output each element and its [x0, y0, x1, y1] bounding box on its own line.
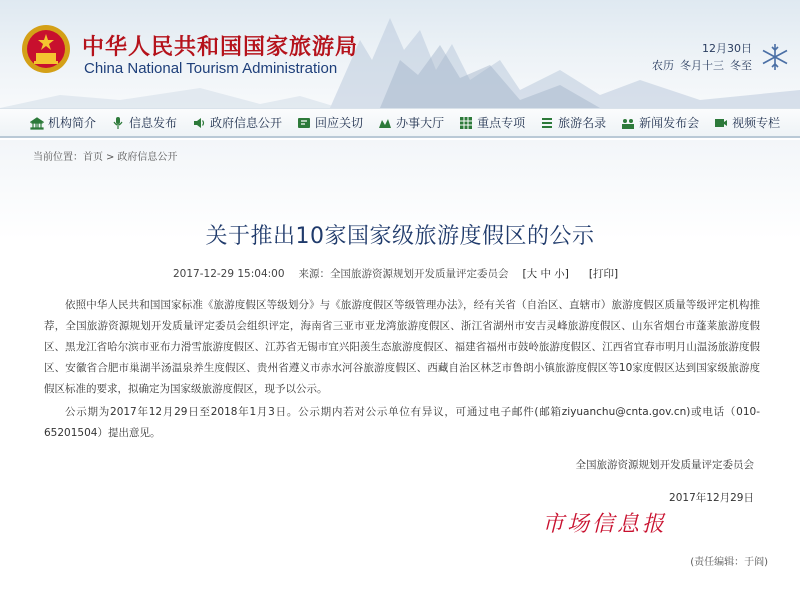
breadcrumb-separator: > — [106, 152, 115, 163]
nav-label: 旅游名录 — [558, 116, 607, 130]
nav-item-response[interactable] — [297, 114, 363, 131]
nav-item-press[interactable] — [621, 114, 699, 131]
nav-label: 机构简介 — [48, 116, 97, 130]
nav-label: 视频专栏 — [732, 116, 781, 130]
article-title: 关于推出10家国家级旅游度假区的公示 — [205, 224, 595, 249]
video-icon — [714, 116, 728, 130]
breadcrumb-current-link[interactable]: 政府信息公开 — [117, 152, 178, 163]
nav-item-service-hall[interactable] — [378, 114, 444, 131]
solar-term: 冬至 — [730, 59, 752, 72]
print-button[interactable]: [打印] — [588, 268, 619, 280]
site-header — [0, 0, 800, 108]
hall-icon — [378, 116, 392, 130]
breadcrumb — [33, 148, 177, 163]
nav-item-gov-info[interactable] — [192, 114, 282, 131]
nav-label: 新闻发布会 — [639, 116, 700, 130]
article-meta — [173, 266, 618, 281]
list-icon — [540, 116, 554, 130]
signature: 全国旅游资源规划开发质量评定委员会 — [575, 459, 754, 471]
article-paragraph-1: 依照中华人民共和国国家标准《旅游度假区等级划分》与《旅游度假区等级管理办法》，经有关省（自治区、直辖市）旅游度假区质量等级评定机构推荐，全国旅游资源规划开发质量评定委员会组织评定，海南省三亚市亚龙湾旅游度假区、浙江省湖州市安吉灵峰旅游度假区、山东省烟台市蓬莱旅游度假区、黑龙江省哈尔滨市亚布力滑雪旅游度假区、江苏省无锡市宜兴阳羡生态旅游度假区、福建省福州市鼓岭旅游度假区、江西省宜春市明月山温汤旅游度假区、安徽省合肥市巢湖半汤温泉养生度假区、贵州省遵义市赤水河谷旅游度假区、西藏自治区林芝市鲁朗小镇旅游度假区等10家度假区达到国家级旅游度假区标准的要求，拟确定为国家级旅游度假区，现予以公示。 — [44, 299, 760, 395]
nav-label: 办事大厅 — [396, 116, 445, 130]
site-title-en: China National Tourism Administration — [84, 60, 338, 77]
nav-item-key-projects[interactable] — [459, 114, 525, 131]
reply-icon — [297, 116, 311, 130]
nav-label: 政府信息公开 — [210, 116, 283, 130]
snowflake-icon — [760, 42, 790, 72]
national-emblem-icon — [20, 22, 72, 76]
nav-label: 信息发布 — [129, 116, 178, 130]
date-text: 12月30日 — [702, 42, 752, 55]
nav-item-directory[interactable] — [540, 114, 606, 131]
press-icon — [621, 116, 635, 130]
lunar-label: 农历 — [652, 59, 674, 72]
breadcrumb-home-link[interactable]: 首页 — [83, 152, 103, 163]
breadcrumb-prefix: 当前位置： — [33, 152, 83, 163]
main-nav — [0, 108, 800, 138]
lunar-day: 冬月十三 — [680, 59, 724, 72]
nav-label: 重点专项 — [477, 116, 526, 130]
article-source: 来源：全国旅游资源规划开发质量评定委员会 — [298, 268, 509, 280]
date-box — [646, 40, 752, 74]
nav-item-news[interactable] — [111, 114, 177, 131]
speaker-icon — [192, 116, 206, 130]
site-title-cn: 中华人民共和国国家旅游局 — [82, 34, 359, 60]
signature-date: 2017年12月29日 — [669, 492, 754, 504]
nav-item-video[interactable] — [714, 114, 780, 131]
article-paragraph-2: 公示期为2017年12月29日至2018年1月3日。公示期内若对公示单位有异议，可通过电子邮件(邮箱ziyuanchu@cnta.gov.cn)或电话（010-65201504）提出意见。 — [44, 406, 760, 439]
building-icon — [30, 116, 44, 130]
nav-item-about[interactable] — [30, 114, 96, 131]
watermark-logo: 市场信息报 — [542, 512, 668, 537]
nav-label: 回应关切 — [315, 116, 364, 130]
publish-datetime: 2017-12-29 15:04:00 — [173, 267, 285, 280]
mic-icon — [111, 116, 125, 130]
grid-icon — [459, 116, 473, 130]
lunar-date — [646, 57, 752, 74]
font-size-switcher[interactable]: [大 中 小] — [522, 268, 569, 280]
editor-credit: (责任编辑：于阎) — [690, 557, 768, 568]
